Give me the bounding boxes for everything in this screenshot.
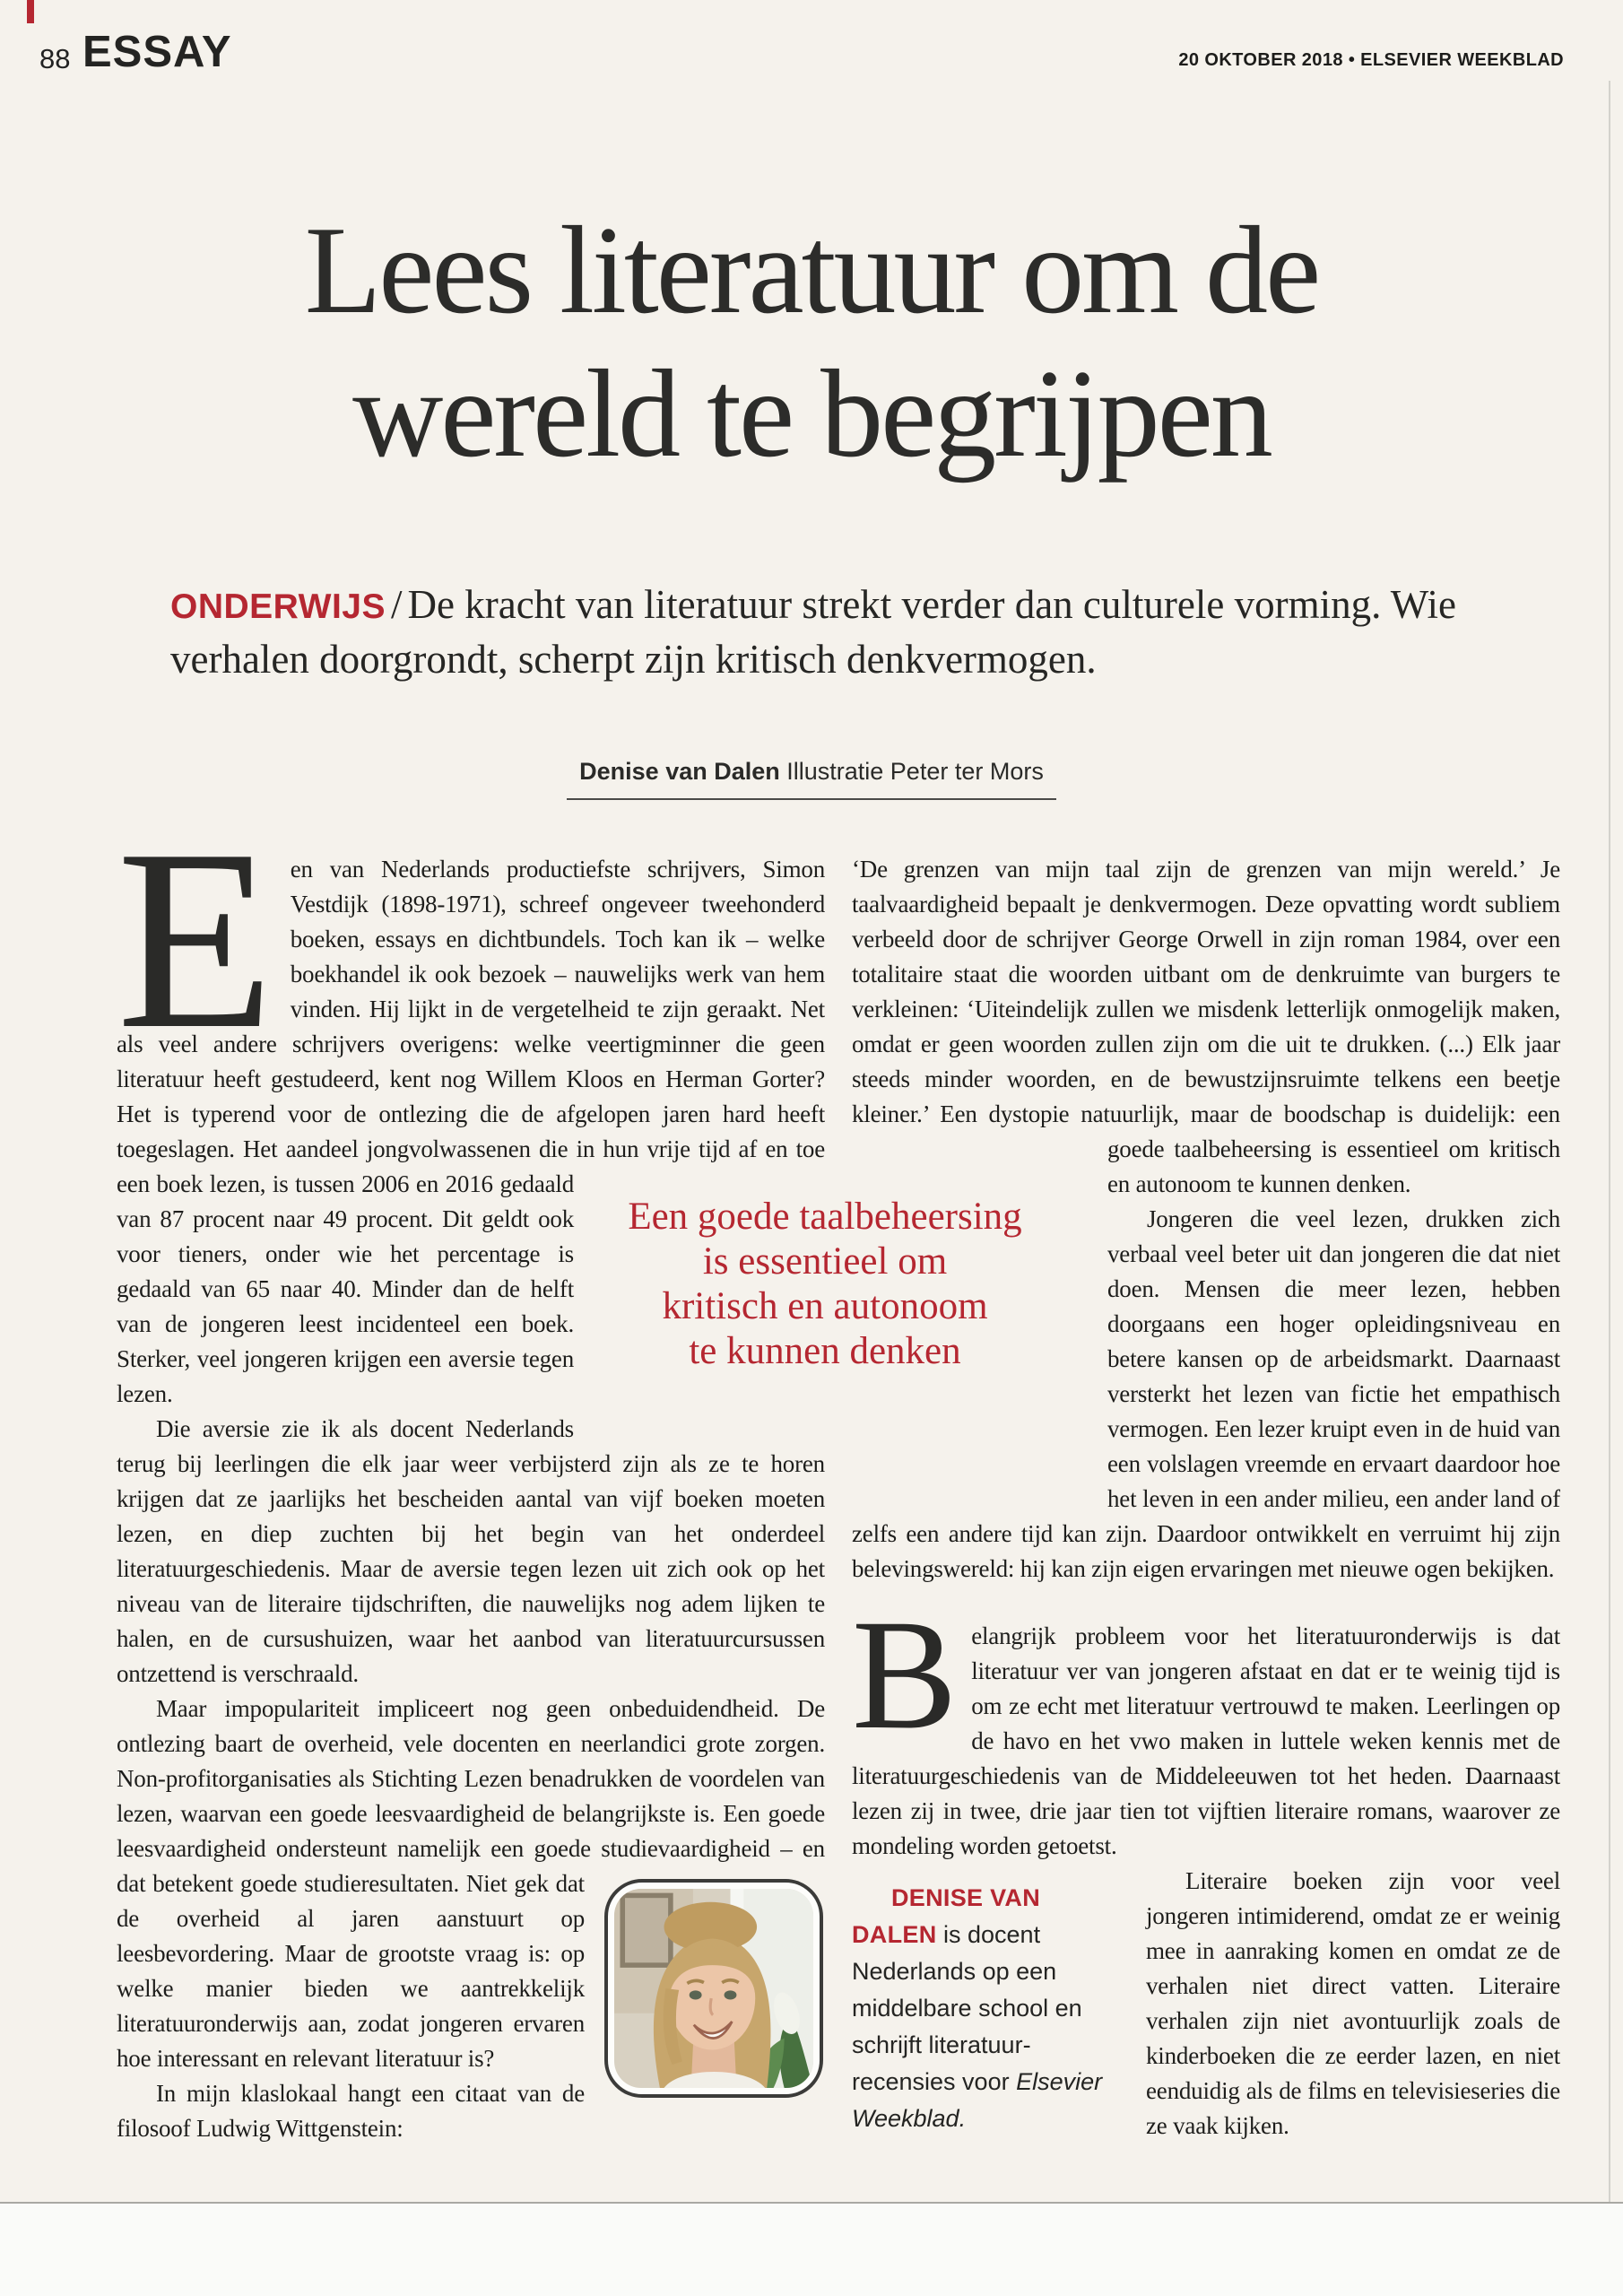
pull-quote-line: is essentieel om	[702, 1240, 948, 1283]
article-title-line1: Lees literatuur om de	[304, 201, 1319, 340]
body-text: ‘De grenzen van mijn taal zijn de grenzen van mijn wereld.’ Je taalvaardigheid bepaalt je denkvermogen. Deze opvatting wordt subliem verbeeld door de schrijver George Orwell in zijn roman 1984, over een totalitaire staat die woorden uitbant om de denkruimte van burgers te verkleinen: ‘Uiteindelijk zullen we misdenk letterlijk onmogelijk maken, omdat er geen woorden zullen zijn om die uit te drukken. (...) Elk jaar steeds minder woorden, en de bewustzijnsruimte telkens een beetje kleiner.’ Een dystopie natuurlijk, maar de boodschap is duidelijk: een goede taalbeheersing is	[852, 856, 1560, 1162]
byline-row	[0, 758, 1623, 800]
pull-quote-line: kritisch en autonoom	[662, 1285, 988, 1327]
paragraph	[852, 1864, 1560, 2144]
body-text: en 2016 gedaald van 87 procent naar 49 procent. Dit geldt ook voor tieners, onder wie het percentage is gedaald van 65 naar 40. Minder dan de helft van de jongeren leest incidenteel een boek. Sterker, veel jongeren krijgen een aversie tegen lezen.	[117, 1170, 575, 1407]
section-label: ESSAY	[82, 28, 232, 76]
kicker-separator: /	[391, 582, 403, 627]
body-text: In mijn klaslokaal hangt een citaat van de filosoof Ludwig Wittgenstein:	[117, 2080, 585, 2142]
pull-quote	[592, 1195, 1058, 1374]
red-corner-mark	[27, 0, 34, 23]
issue-date-line: 20 OKTOBER 2018 • ELSEVIER WEEKBLAD	[1178, 50, 1564, 70]
kicker-text: De kracht van literatuur strekt verder dan culturele vorming. Wie verhalen doorgrondt, scherpt zijn kritisch denkvermogen.	[170, 582, 1456, 682]
author-bio-name: DENISE VAN DALEN	[852, 1884, 1041, 1948]
paragraph	[117, 1692, 825, 2076]
author-bio-text: is docent Nederlands op een middelbare school en schrijft literatuurrecensies voor	[852, 1921, 1082, 2095]
paragraph	[852, 1587, 1560, 1864]
body-text: essentieel om kritisch en autonoom te kunnen denken.	[1107, 1135, 1560, 1197]
left-column	[117, 852, 825, 2146]
body-text: elangrijk probleem voor het literatuuronderwijs is dat literatuur ver van jongeren afstaat en dat er te weinig tijd is om ze echt met literatuur vertrouwd te maken. Leerlingen op de havo en het vwo maken in luttele weken kennis met de literatuurgeschiedenis van de Middeleeuwen tot het heden. Daarnaast lezen zij in twee, drie jaar tien tot vijftien literaire romans, waarover ze mondeling worden getoetst.	[852, 1622, 1560, 1859]
kicker-label: ONDERWIJS	[170, 587, 386, 626]
page-number: 88	[39, 43, 71, 74]
article-title-line2: wereld te begrijpen	[352, 344, 1271, 483]
author-photo	[604, 1879, 823, 2098]
article-title	[0, 199, 1623, 486]
paragraph	[852, 852, 1560, 1202]
pull-quote-line: te kunnen denken	[689, 1330, 961, 1372]
body-text: Niet gek dat de overheid al jaren aanstuurt op leesbevordering. Maar de grootste vraag is: op welke manier bieden we aantrekkelijk literatuuronderwijs aan, zodat jongeren ervaren hoe interessant en relevant literatuur is?	[117, 1870, 585, 2072]
byline	[567, 758, 1056, 800]
portrait-illustration	[614, 1889, 813, 2088]
author-bio-publication: Elsevier Weekblad.	[852, 2068, 1103, 2132]
byline-author: Denise van Dalen	[579, 758, 780, 785]
body-text: Die aversie zie ik als docent Nederlands terug bij leerlingen die elk jaar weer verbijsterd zijn als ze te horen krijgen dat ze jaarlijks het bescheiden aantal van vijf boeken moeten lezen, en diep zuchten bij het begin van het onderdeel literatuurgeschiedenis. Maar de aversie tegen lezen uit zich ook op het niveau van de literaire tijdschriften, die nauwelijks nog adem lijken te halen, en de cursushuizen, waar het aanbod van literatuurcursussen ontzettend is verschraald.	[117, 1415, 825, 1687]
byline-illustrator: Illustratie Peter ter Mors	[779, 758, 1044, 785]
drop-cap-b: B	[852, 1587, 958, 1762]
body-text: Literaire boeken zijn voor veel jongeren intimiderend, omdat ze er weinig mee in aanraking komen en omdat ze de verhalen niet direct vatten. Literaire verhalen zijn niet avontuurlijk zoals de kinderboeken die ze eerder lazen, en niet eenduidig als de films en televisieseries die ze vaak kijken.	[1146, 1867, 1560, 2139]
next-page-edge	[0, 2204, 1623, 2296]
body-text: Jongeren die veel lezen, drukken zich verbaal veel beter uit dan jongeren die dat niet doen. Mensen die meer lezen, hebben doorgaans een hoger opleidingsniveau en betere kansen op de arbeidsmarkt. Daarnaast versterkt het lezen van fictie het empathisch vermogen. Een lezer kruipt even in de huid van een volslagen vreemde en ervaart daardoor hoe het leven in een ander milieu, een ander land of zelfs een andere tijd kan zijn. Daardoor ontwikkelt en verruimt hij zijn belevingswereld: hij kan zijn eigen ervaringen met nieuwe ogen bekijken.	[852, 1205, 1560, 1582]
paragraph	[117, 1412, 825, 1692]
drop-cap-e: E	[117, 852, 274, 1083]
author-photo-image	[614, 1889, 813, 2088]
body-text: Maar impopulariteit impliceert nog geen onbeduidendheid. De ontlezing baart de overheid, vele docenten en neerlandici grote zorgen. Non-profitorganisaties als Stichting Lezen benadrukken de voordelen van lezen, waarvan een goede leesvaardigheid de belangrijkste is. Een goede leesvaardigheid ondersteunt namelijk een goede studievaardigheid – en dat betekent goede studieresultaten.	[117, 1695, 825, 1897]
body-text: en van Nederlands productiefste schrijvers, Simon Vestdijk (1898-1971), schreef ongeveer tweehonderd boeken, essays en dichtbundels. Toch kan ik – welke boekhandel ik ook bezoek – nauwelijks werk van hem vinden. Hij lijkt in de vergetelheid te zijn geraakt. Net als veel andere schrijvers overigens: welke veertigminner die geen literatuur heeft gestudeerd, kent nog Willem Kloos en Herman Gorter? Het is typerend voor de ontlezing die de afgelopen jaren hard heeft toegeslagen. Het aandeel jongvolwassenen die in hun vrije tijd af en toe een boek lezen, is tussen 2006	[117, 856, 825, 1197]
kicker	[170, 578, 1488, 685]
author-bio	[852, 1880, 1121, 2137]
pull-quote-line: Een goede taalbeheersing	[628, 1196, 1022, 1238]
right-column	[852, 852, 1560, 2144]
